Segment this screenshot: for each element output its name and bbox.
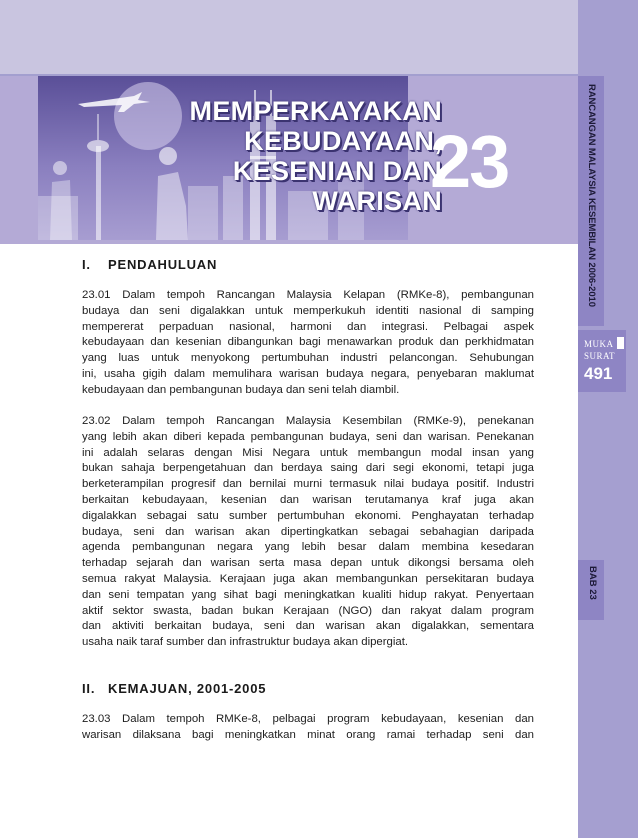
paragraph-line: agenda pembangunan negara yang lebih besar dalam membina kesedaran — [82, 541, 534, 554]
sidebar-marker — [617, 337, 624, 349]
paragraph-line: kebudayaan dan kesenian dibangunkan bagi menawarkan produk dan perkhidmatan — [82, 336, 534, 349]
chapter-title-line: KESENIAN DAN — [232, 156, 442, 186]
page-label-line: MUKA — [584, 339, 614, 349]
paragraph-line: berketerampilan progresif dan bernilai murni termasuk nilai budaya positif. Industri — [82, 478, 534, 491]
paragraph-line: warisan dilaksana bagi meningkatkan minat orang ramai terhadap seni dan — [82, 728, 534, 741]
paragraph-line: 23.01 Dalam tempoh Rancangan Malaysia Kelapan (RMKe-8), pembangunan — [82, 289, 534, 301]
paragraph-line: mempererat perpaduan nasional, harmoni dan integrasi. Pelbagai aspek — [82, 320, 534, 333]
chapter-tab-label: BAB 23 — [587, 566, 598, 600]
paragraph-line: ini adalah selaras dengan Misi Negara untuk membangun modal insan yang — [82, 446, 534, 459]
section-title: PENDAHULUAN — [108, 257, 218, 272]
paragraph-line: ini, usaha gigih dalam memulihara warisan budaya negara, penyebaran maklumat — [82, 367, 534, 380]
paragraph-line: terhadap sejarah dan warisan serta masa depan untuk dikongsi bersama oleh — [82, 557, 534, 570]
section-heading — [82, 257, 217, 272]
top-band — [0, 0, 578, 74]
paragraph-line: usaha naik taraf sumber dan infrastruktur budaya akan dipergiat. — [82, 636, 409, 649]
chapter-title — [190, 96, 442, 216]
paragraph-23-02 — [82, 414, 534, 651]
paragraph-23-01 — [82, 288, 534, 399]
page-number: 491 — [584, 364, 613, 383]
paragraph-line: budaya dan seni digalakkan untuk memperkukuh identiti nasional di samping — [82, 304, 534, 317]
section-number: II. — [82, 681, 96, 696]
chapter-title-line: KEBUDAYAAN, — [244, 126, 442, 156]
paragraph-line: budaya, seni dan warisan akan dipertingkatkan sebagai sebahagian daripada — [82, 525, 534, 538]
paragraph-line: semua rakyat Malaysia. Kerajaan juga akan membangunkan persekitaran budaya — [82, 572, 534, 585]
paragraph-line: bukan sahaja berpengetahuan dan berdaya saing dari segi ekonomi, tetapi juga — [82, 462, 534, 475]
section-title: KEMAJUAN, 2001-2005 — [108, 681, 267, 696]
paragraph-line: aktif sektor swasta, badan bukan Kerajaan (NGO) dan rakyat dalam program — [82, 604, 534, 617]
section-number: I. — [82, 257, 91, 272]
chapter-title-line: MEMPERKAYAKAN — [189, 96, 442, 126]
paragraph-line: dan aktiviti berkaitan budaya, seni dan warisan akan digalakkan, sementara — [82, 620, 534, 633]
paragraph-line: yang lebih akan diberi kepada pembangunan budaya, seni dan warisan. Penekanan — [82, 430, 534, 443]
chapter-number: 23 — [430, 120, 509, 203]
paragraph-line: yang luas untuk menyokong pertumbuhan industri pelancongan. Sehubungan — [82, 352, 534, 365]
paragraph-line: digalakkan sebagai satu sumber pertumbuhan ekonomi. Penghayatan terhadap — [82, 509, 534, 522]
paragraph-line: 23.03 Dalam tempoh RMKe-8, pelbagai program kebudayaan, kesenian dan — [82, 713, 534, 725]
paragraph-line: berkaitan kebudayaan, kesenian dan warisan terutamanya kraf juga akan — [82, 493, 534, 506]
document-title: RANCANGAN MALAYSIA KESEMBILAN 2006-2010 — [586, 84, 597, 307]
section-heading — [82, 681, 266, 696]
chapter-title-line: WARISAN — [312, 186, 442, 216]
paragraph-23-03 — [82, 712, 534, 744]
paragraph-line: kebudayaan dan pembangunan budaya dan seni telah diambil. — [82, 383, 400, 396]
page-label-line: SURAT — [584, 351, 616, 361]
paragraph-line: 23.02 Dalam tempoh Rancangan Malaysia Kesembilan (RMKe-9), penekanan — [82, 415, 534, 427]
paragraph-line: dan seni tempatan yang sihat bagi meningkatkan kualiti hidup rakyat. Penyertaan — [82, 588, 534, 601]
